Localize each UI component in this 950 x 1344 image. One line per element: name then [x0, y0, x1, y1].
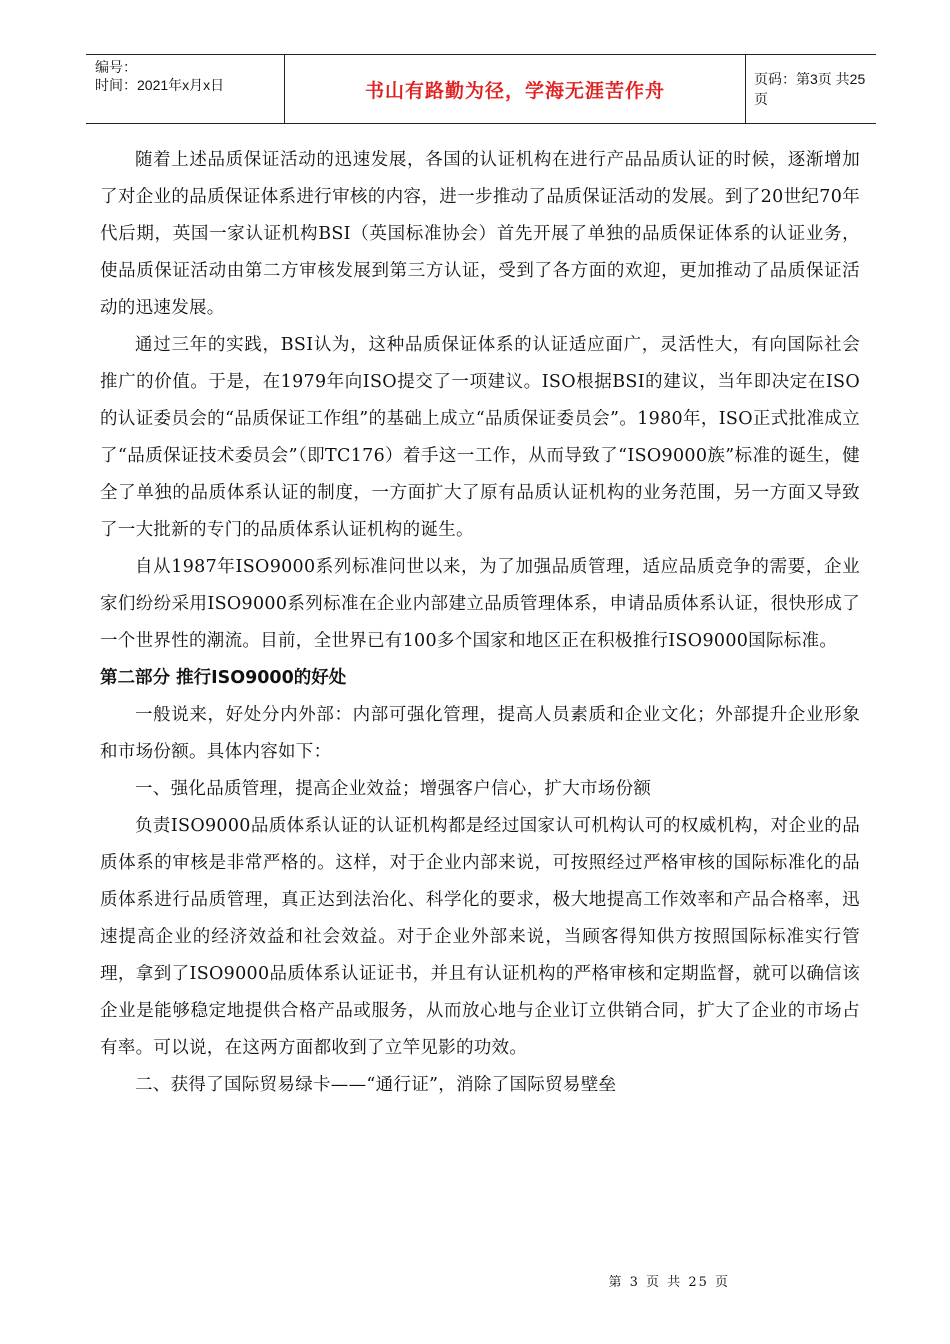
section-heading: 第二部分 推行ISO9000的好处 — [100, 668, 347, 688]
page-header — [86, 54, 876, 124]
paragraph: 负责ISO9000品质体系认证的认证机构都是经过国家认可机构认可的权威机构，对企业的品质体系的审核是非常严格的。这样，对于企业内部来说，可按照经过严格审核的国际标准化的品质体系进行品质管理，真正达到法治化、科学化的要求，极大地提高工作效率和产品合格率，迅速提高企业的经济效益和社会效益。对于企业外部来说，当顾客得知供方按照国际标准实行管理，拿到了ISO9000品质体系认证证书，并且有认证机构的严格审核和定期监督，就可以确信该企业是能够稳定地提供合格产品或服务，从而放心地与企业订立供销合同，扩大了企业的市场占有率。可以说，在这两方面都收到了立竿见影的功效。 — [100, 816, 860, 1058]
paragraph: 随着上述品质保证活动的迅速发展，各国的认证机构在进行产品品质认证的时候，逐渐增加了对企业的品质保证体系进行审核的内容，进一步推动了品质保证活动的发展。到了20世纪70年代后期，英国一家认证机构BSI（英国标准协会）首先开展了单独的品质保证体系的认证业务，使品质保证活动由第二方审核发展到第三方认证，受到了各方面的欢迎，更加推动了品质保证活动的迅速发展。 — [100, 150, 860, 318]
document-body — [100, 142, 860, 1104]
page-footer: 第 3 页 共 25 页 — [608, 1275, 730, 1290]
paragraph: 自从1987年ISO9000系列标准问世以来，为了加强品质管理，适应品质竞争的需要，企业家们纷纷采用ISO9000系列标准在企业内部建立品质管理体系，申请品质体系认证，很快形成了一个世界性的潮流。目前，全世界已有100多个国家和地区正在积极推行ISO9000国际标准。 — [100, 557, 860, 651]
subheading: 一、强化品质管理，提高企业效益；增强客户信心，扩大市场份额 — [135, 779, 652, 799]
paragraph: 一般说来，好处分内外部：内部可强化管理，提高人员素质和企业文化；外部提升企业形象和市场份额。具体内容如下： — [100, 705, 860, 762]
header-page-info: 页码：第3页 共25页 — [754, 71, 866, 107]
time-label: 时间：2021年x月x日 — [95, 77, 225, 93]
header-motto: 书山有路勤为径，学海无涯苦作舟 — [284, 55, 746, 123]
header-meta — [86, 55, 284, 123]
paragraph: 通过三年的实践，BSI认为，这种品质保证体系的认证适应面广，灵活性大，有向国际社会推广的价值。于是，在1979年向ISO提交了一项建议。ISO根据BSI的建议，当年即决定在ISO的认证委员会的“品质保证工作组”的基础上成立“品质保证委员会”。1980年，ISO正式批准成立了“品质保证技术委员会”（即TC176）着手这一工作，从而导致了“ISO9000族”标准的诞生，健全了单独的品质体系认证的制度，一方面扩大了原有品质认证机构的业务范围，另一方面又导致了一大批新的专门的品质体系认证机构的诞生。 — [100, 335, 860, 540]
number-label: 编号： — [95, 59, 137, 75]
subheading: 二、获得了国际贸易绿卡——“通行证”，消除了国际贸易壁垒 — [135, 1075, 617, 1095]
